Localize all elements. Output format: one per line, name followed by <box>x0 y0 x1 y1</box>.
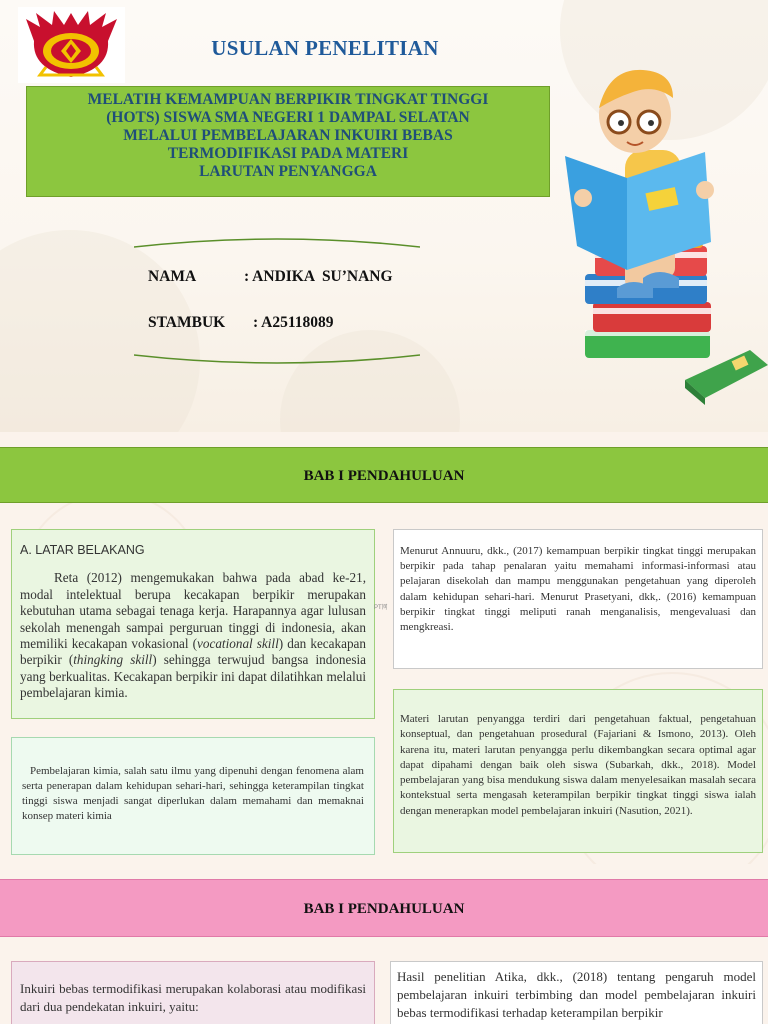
pembelajaran-kimia-text: Pembelajaran kimia, salah satu ilmu yang dipenuhi dengan fenomena alam serta penerapan dalam kehidupan sehari-hari, sehingga keterampilan tingkat tinggi siswa menjadi sangat diperlukan dalam memahami dan memaknai konsep materi kimia <box>22 765 364 822</box>
thesis-line: (HOTS) SISWA SMA NEGERI 1 DAMPAL SELATAN <box>106 109 470 126</box>
name-label: NAMA <box>148 268 197 285</box>
inkuiri-bebas-text: Inkuiri bebas termodifikasi merupakan kolaborasi atau modifikasi dari dua pendekatan inkuiri, yaitu: <box>20 981 366 1014</box>
thesis-line: MELALUI PEMBELAJARAN INKUIRI BEBAS <box>123 127 453 144</box>
thesis-title-box <box>26 86 550 197</box>
inkuiri-bebas-box <box>11 961 375 1024</box>
name-row <box>148 268 393 286</box>
larutan-penyangga-box <box>393 689 763 853</box>
university-logo <box>18 7 125 83</box>
latar-belakang-box <box>11 529 375 719</box>
larutan-penyangga-text: Materi larutan penyangga terdiri dari pengetahuan faktual, pengetahuan konseptual, dan pengetahuan prosedural (Fajariani & Ismono, 2013). Oleh karena itu, materi larutan penyangga perlu dikembangkan secara optimal agar dapat dipahami dengan baik oleh siswa (Subarkah, dkk., 2018). Model pembelajaran yang bisa mendukung siswa dalam menyelesaikan masalah secara kontekstual serta mengasah keterampilan berpikir tingkat tinggi siswa ialah dengan menerapkan model pembelajaran inkuiri (Nasution, 2021). <box>400 713 756 817</box>
id-label: STAMBUK <box>148 314 226 331</box>
divider-bottom <box>134 353 420 367</box>
section-header: BAB I PENDAHULUAN <box>0 879 768 937</box>
id-row <box>148 314 334 332</box>
name-value: : ANDIKA SU’NANG <box>244 268 393 285</box>
section-heading: A. LATAR BELAKANG <box>20 543 145 557</box>
thesis-line: TERMODIFIKASI PADA MATERI <box>167 145 409 162</box>
slide-title <box>0 0 768 432</box>
slide-intro-2 <box>0 864 768 1024</box>
thesis-line: MELATIH KEMAMPUAN BERPIKIR TINGKAT TINGGI <box>87 91 489 108</box>
annuuru-text: Menurut Annuuru, dkk., (2017) kemampuan berpikir tingkat tinggi merupakan berpikir pada tahap penalaran yaitu memahami informasi-informasi atau pelajaran disekolah dan mampu menggunakan pengetahuan yang diperoleh dalam kehidupan sehari-hari. Menurut Prasetyani, dkk,. (2016) kemampuan berpikir tingkat tinggi meliputi ranah menganalisis, mengevaluasi dan mengkreasi. <box>400 545 756 634</box>
page-title: USULAN PENELITIAN <box>211 36 439 60</box>
section-header: BAB I PENDAHULUAN <box>0 447 768 503</box>
annuuru-box <box>393 529 763 669</box>
watermark: PT网 <box>374 605 388 611</box>
atika-text: Hasil penelitian Atika, dkk., (2018) tentang pengaruh model pembelajaran inkuiri terbimbing dan model pembelajaran inkuiri bebas termodifikasi terhadap keterampilan berpikir <box>397 969 756 1020</box>
divider-top <box>134 235 420 249</box>
latar-belakang-text: Reta (2012) mengemukakan bahwa pada abad ke-21, modal intelektual berupa kecakapan berpikir merupakan kebutuhan utama sebagai tenaga kerja. Harapannya agar lulusan sekolah menengah sampai perguruan tinggi di indonesia, akan memiliki kecakapan vokasional (vocational skill) dan kecakapan berpikir (thingking skill) sehingga terwujud bangsa indonesia yang berkualitas. Kecakapan berpikir ini dapat dilatihkan melalui pembelajaran kimia. <box>20 570 366 701</box>
atika-box <box>390 961 763 1024</box>
pembelajaran-kimia-box <box>11 737 375 855</box>
id-value: : A25118089 <box>253 314 334 331</box>
slide-intro <box>0 432 768 864</box>
thesis-line: LARUTAN PENYANGGA <box>199 163 377 180</box>
reading-boy-illustration <box>555 60 768 420</box>
